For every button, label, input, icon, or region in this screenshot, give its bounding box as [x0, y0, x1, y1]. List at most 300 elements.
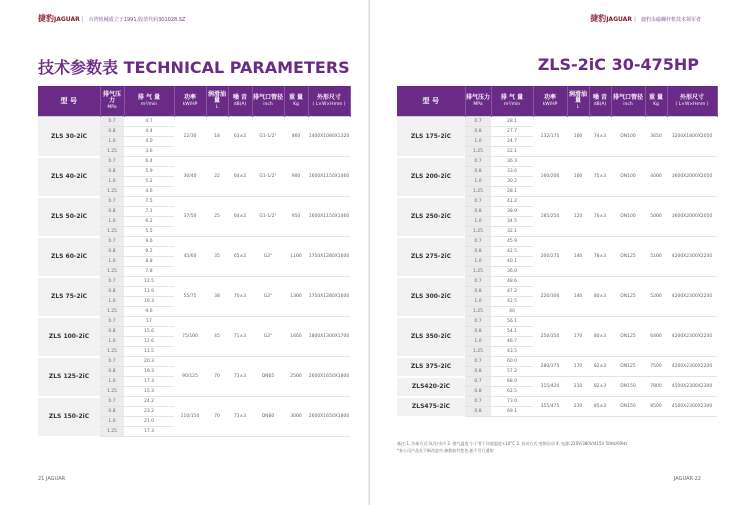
column-header — [611, 86, 645, 117]
dimensions-cell: 1600X1150X1460 — [308, 197, 350, 237]
column-header — [38, 86, 100, 117]
table-row — [38, 117, 350, 127]
dimensions-cell: 4500X2300X2300 — [667, 377, 717, 397]
pressure-cell: 1.25 — [100, 147, 124, 157]
air-delivery-cell: 28.1 — [491, 117, 533, 127]
column-header-unit: inch — [623, 101, 633, 107]
air-delivery-cell: 10.3 — [124, 297, 174, 307]
power-cell: 250/350 — [533, 317, 567, 357]
air-delivery-cell: 27.7 — [491, 127, 533, 137]
table-row — [397, 157, 717, 167]
column-header-unit: kW/HP — [182, 101, 198, 107]
pressure-cell: 0.8 — [465, 207, 491, 217]
column-header — [491, 86, 533, 117]
pressure-cell: 1.0 — [465, 177, 491, 187]
power-cell: 75/100 — [174, 317, 206, 357]
air-delivery-cell: 33.6 — [491, 167, 533, 177]
table-row — [38, 197, 350, 207]
pressure-cell: 0.7 — [465, 197, 491, 207]
pressure-cell: 1.0 — [100, 297, 124, 307]
noise-cell: 70±3 — [228, 277, 252, 317]
brand-separator: | — [81, 16, 84, 23]
pressure-cell: 1.25 — [100, 427, 124, 437]
dimensions-cell: 4500X2300X2300 — [667, 397, 717, 417]
model-cell: ZLS475-2iC — [397, 397, 465, 417]
column-header-unit: dB(A) — [593, 101, 607, 107]
air-delivery-cell: 36.3 — [491, 157, 533, 167]
noise-cell: 71±3 — [228, 317, 252, 357]
column-header-unit: ( L×W×Hmm ) — [312, 101, 346, 107]
air-delivery-cell: 69.1 — [491, 407, 533, 417]
model-cell: ZLS 275-2iC — [397, 237, 465, 277]
weight-cell: 1660 — [284, 317, 308, 357]
table-row — [38, 157, 350, 167]
air-delivery-cell: 21.0 — [124, 417, 174, 427]
pressure-cell: 0.7 — [465, 377, 491, 387]
weight-cell: 1300 — [284, 277, 308, 317]
column-header — [100, 86, 124, 117]
right-page — [370, 0, 739, 505]
column-header-label: 排气压力 — [102, 90, 121, 105]
pressure-cell: 0.8 — [465, 327, 491, 337]
power-cell: 30/40 — [174, 157, 206, 197]
column-header — [567, 86, 589, 117]
brand-logo-text: 捷豹 — [38, 14, 54, 23]
outlet-size-cell: DN100 — [611, 197, 645, 237]
dimensions-cell: 1750X1280X1600 — [308, 277, 350, 317]
column-header — [206, 86, 228, 117]
pressure-cell: 0.7 — [465, 277, 491, 287]
model-cell: ZLS 375-2iC — [397, 357, 465, 377]
table-row — [397, 317, 717, 327]
column-header — [308, 86, 350, 117]
model-cell: ZLS 30-2iC — [38, 117, 100, 157]
air-delivery-cell: 17.3 — [124, 377, 174, 387]
model-cell: ZLS 40-2iC — [38, 157, 100, 197]
model-cell: ZLS 350-2iC — [397, 317, 465, 357]
oil-volume-cell: 230 — [567, 397, 589, 417]
power-cell: 22/30 — [174, 117, 206, 157]
column-header-unit: Kg — [653, 101, 659, 107]
pressure-cell: 0.7 — [465, 397, 491, 407]
model-cell: ZLS 125-2iC — [38, 357, 100, 397]
pressure-cell: 1.0 — [100, 417, 124, 427]
left-page — [0, 0, 369, 505]
pressure-cell: 1.25 — [100, 227, 124, 237]
dimensions-cell: 4200X2300X2200 — [667, 237, 717, 277]
pressure-cell: 0.8 — [465, 167, 491, 177]
column-header-unit: Kg — [293, 101, 299, 107]
noise-cell: 75±3 — [589, 157, 611, 197]
pressure-cell: 0.7 — [100, 277, 124, 287]
page-footer: 21 JAGUAR — [38, 476, 66, 482]
air-delivery-cell: 11.9 — [124, 287, 174, 297]
weight-cell: 860 — [284, 117, 308, 157]
page-title: 技术参数表 TECHNICAL PARAMETERS — [38, 58, 350, 77]
column-header — [284, 86, 308, 117]
table-row — [397, 357, 717, 367]
air-delivery-cell: 4.6 — [124, 187, 174, 197]
pressure-cell: 1.25 — [465, 267, 491, 277]
pressure-cell: 0.8 — [100, 127, 124, 137]
noise-cell: 73±3 — [228, 357, 252, 397]
outlet-size-cell: DN80 — [252, 397, 284, 437]
oil-volume-cell: 140 — [567, 277, 589, 317]
oil-volume-cell: 38 — [206, 277, 228, 317]
pressure-cell: 0.8 — [100, 247, 124, 257]
air-delivery-cell: 40 — [491, 307, 533, 317]
air-delivery-cell: 4.0 — [124, 137, 174, 147]
air-delivery-cell: 48.6 — [491, 277, 533, 287]
model-cell: ZLS420-2iC — [397, 377, 465, 397]
air-delivery-cell: 54.1 — [491, 327, 533, 337]
column-header-label: 排气压力 — [465, 93, 490, 101]
column-header-label: 外形尺寸 — [679, 93, 704, 101]
outlet-size-cell: DN65 — [252, 357, 284, 397]
brand-header — [590, 13, 701, 24]
column-header — [589, 86, 611, 117]
footnote-line: *本公司产品在不断改进中,参数如有变更,恕不另行通知 — [397, 448, 494, 453]
dimensions-cell: 4200X2300X2200 — [667, 317, 717, 357]
air-delivery-cell: 5.5 — [124, 227, 174, 237]
dimensions-cell: 1400X1080X1320 — [308, 117, 350, 157]
noise-cell: 64±2 — [228, 157, 252, 197]
air-delivery-cell: 19.3 — [124, 367, 174, 377]
column-header-unit: L — [215, 105, 219, 111]
air-delivery-cell: 4.4 — [124, 127, 174, 137]
noise-cell: 63±2 — [228, 117, 252, 157]
oil-volume-cell: 70 — [206, 397, 228, 437]
power-cell: 280/375 — [533, 357, 567, 377]
brand-tagline: 捷豹永磁螺杆机技术领军者 — [640, 17, 701, 23]
table-row — [38, 277, 350, 287]
air-delivery-cell: 28.1 — [491, 187, 533, 197]
air-delivery-cell: 6.2 — [124, 217, 174, 227]
pressure-cell: 0.7 — [100, 117, 124, 127]
pressure-cell: 0.7 — [100, 157, 124, 167]
air-delivery-cell: 12.6 — [124, 337, 174, 347]
noise-cell: 85±3 — [589, 397, 611, 417]
air-delivery-cell: 34.5 — [491, 217, 533, 227]
power-cell: 37/50 — [174, 197, 206, 237]
pressure-cell: 1.25 — [465, 147, 491, 157]
pressure-cell: 1.25 — [465, 227, 491, 237]
outlet-size-cell: G1-1/2" — [252, 117, 284, 157]
table-row — [397, 397, 717, 407]
outlet-size-cell: DN100 — [611, 157, 645, 197]
brand-header — [38, 13, 185, 24]
power-cell: 160/200 — [533, 157, 567, 197]
noise-cell: 80±3 — [589, 317, 611, 357]
dimensions-cell: 1750X1280X1600 — [308, 237, 350, 277]
noise-cell: 78±3 — [589, 237, 611, 277]
column-header-label: 排气口管径 — [252, 93, 283, 101]
column-header — [174, 86, 206, 117]
table-header-row — [397, 86, 717, 117]
table-row — [38, 317, 350, 327]
column-header — [645, 86, 667, 117]
air-delivery-cell: 32.1 — [491, 227, 533, 237]
outlet-size-cell: DN100 — [611, 117, 645, 157]
air-delivery-cell: 9.6 — [124, 237, 174, 247]
pressure-cell: 0.8 — [100, 327, 124, 337]
column-header — [228, 86, 252, 117]
column-header-label: 排 气 量 — [500, 93, 524, 101]
air-delivery-cell: 24.2 — [124, 397, 174, 407]
air-delivery-cell: 15.3 — [124, 387, 174, 397]
weight-cell: 5000 — [645, 197, 667, 237]
air-delivery-cell: 47.2 — [491, 287, 533, 297]
noise-cell: 74±3 — [589, 117, 611, 157]
oil-volume-cell: 170 — [567, 317, 589, 357]
weight-cell: 3000 — [284, 397, 308, 437]
air-delivery-cell: 45.9 — [491, 237, 533, 247]
oil-volume-cell: 18 — [206, 117, 228, 157]
air-delivery-cell: 7.8 — [124, 267, 174, 277]
pressure-cell: 0.7 — [100, 197, 124, 207]
pressure-cell: 0.7 — [100, 317, 124, 327]
weight-cell: 2500 — [284, 357, 308, 397]
noise-cell: 80±3 — [589, 277, 611, 317]
pressure-cell: 1.25 — [465, 187, 491, 197]
air-delivery-cell: 24.7 — [491, 137, 533, 147]
table-row — [397, 277, 717, 287]
power-cell: 90/125 — [174, 357, 206, 397]
pressure-cell: 1.0 — [465, 297, 491, 307]
noise-cell: 64±2 — [228, 197, 252, 237]
model-cell: ZLS 100-2iC — [38, 317, 100, 357]
pressure-cell: 1.0 — [465, 257, 491, 267]
noise-cell: 65±2 — [228, 237, 252, 277]
table-row — [38, 397, 350, 407]
air-delivery-cell: 38.9 — [491, 207, 533, 217]
outlet-size-cell: DN125 — [611, 277, 645, 317]
table-row — [397, 197, 717, 207]
column-header-unit: dB(A) — [233, 101, 247, 107]
model-cell: ZLS 175-2iC — [397, 117, 465, 157]
noise-cell: 76±3 — [589, 197, 611, 237]
column-header-label: 型 号 — [60, 96, 77, 105]
brand-separator: | — [633, 16, 636, 23]
column-header — [667, 86, 717, 117]
weight-cell: 5200 — [645, 277, 667, 317]
table-row — [397, 377, 717, 387]
table-row — [38, 357, 350, 367]
oil-volume-cell: 120 — [567, 197, 589, 237]
column-header-label: 外形尺寸 — [316, 93, 341, 101]
column-header-label: 噪 音 — [232, 93, 248, 101]
pressure-cell: 1.25 — [465, 307, 491, 317]
pressure-cell: 0.8 — [465, 247, 491, 257]
air-delivery-cell: 43.5 — [491, 347, 533, 357]
outlet-size-cell: G1-1/2" — [252, 197, 284, 237]
outlet-size-cell: DN125 — [611, 357, 645, 377]
air-delivery-cell: 46.7 — [491, 337, 533, 347]
model-cell: ZLS 50-2iC — [38, 197, 100, 237]
brand-tagline: 台湾机械成立于1991,股票代码301028.SZ — [88, 17, 186, 23]
air-delivery-cell: 56.1 — [491, 317, 533, 327]
oil-volume-cell: 45 — [206, 317, 228, 357]
oil-volume-cell: 100 — [567, 117, 589, 157]
column-header-unit: L — [576, 105, 580, 111]
spec-table — [38, 86, 351, 438]
weight-cell: 1100 — [284, 237, 308, 277]
model-cell: ZLS 60-2iC — [38, 237, 100, 277]
model-cell: ZLS 250-2iC — [397, 197, 465, 237]
pressure-cell: 1.0 — [465, 217, 491, 227]
pressure-cell: 0.8 — [100, 367, 124, 377]
column-header-label: 重 量 — [648, 93, 664, 101]
footnotes — [397, 440, 717, 454]
oil-volume-cell: 25 — [206, 197, 228, 237]
pressure-cell: 0.8 — [465, 387, 491, 397]
power-cell: 355/475 — [533, 397, 567, 417]
column-header-unit: kW/HP — [542, 101, 558, 107]
outlet-size-cell: G2" — [252, 317, 284, 357]
dimensions-cell: 1600X1150X1460 — [308, 157, 350, 197]
model-cell: ZLS 200-2iC — [397, 157, 465, 197]
page-footer: JAGUAR 22 — [673, 476, 701, 482]
dimensions-cell: 3600X2000X2050 — [667, 197, 717, 237]
weight-cell: 7800 — [645, 377, 667, 397]
column-header-unit: inch — [263, 101, 273, 107]
outlet-size-cell: G2" — [252, 277, 284, 317]
outlet-size-cell: G1-1/2" — [252, 157, 284, 197]
column-header-label: 润滑油量 — [568, 90, 587, 105]
power-cell: 55/75 — [174, 277, 206, 317]
pressure-cell: 1.25 — [100, 387, 124, 397]
column-header-unit: MPa — [473, 101, 483, 107]
power-cell: 110/150 — [174, 397, 206, 437]
air-delivery-cell: 36.0 — [491, 267, 533, 277]
oil-volume-cell: 140 — [567, 237, 589, 277]
outlet-size-cell: DN150 — [611, 397, 645, 417]
air-delivery-cell: 30.2 — [491, 177, 533, 187]
pressure-cell: 1.25 — [100, 347, 124, 357]
column-header — [397, 86, 465, 117]
column-header-label: 功率 — [543, 93, 556, 101]
outlet-size-cell: DN125 — [611, 317, 645, 357]
pressure-cell: 0.8 — [465, 367, 491, 377]
weight-cell: 7500 — [645, 357, 667, 377]
pressure-cell: 1.0 — [465, 137, 491, 147]
pressure-cell: 0.7 — [465, 237, 491, 247]
oil-volume-cell: 35 — [206, 237, 228, 277]
dimensions-cell: 4200X2300X2200 — [667, 357, 717, 377]
column-header — [533, 86, 567, 117]
air-delivery-cell: 11.5 — [124, 347, 174, 357]
weight-cell: 3650 — [645, 117, 667, 157]
page-title: ZLS-2iC 30-475HP — [537, 55, 699, 74]
pressure-cell: 0.8 — [100, 287, 124, 297]
dimensions-cell: 3200X1800X2050 — [667, 117, 717, 157]
spec-table — [397, 86, 718, 418]
column-header-unit: ( L×W×Hmm ) — [675, 101, 709, 107]
column-header — [124, 86, 174, 117]
dimensions-cell: 2600X1650X1800 — [308, 357, 350, 397]
oil-volume-cell: 22 — [206, 157, 228, 197]
power-cell: 315/420 — [533, 377, 567, 397]
table-row — [397, 117, 717, 127]
air-delivery-cell: 42.5 — [491, 297, 533, 307]
air-delivery-cell: 5.2 — [124, 177, 174, 187]
noise-cell: 73±3 — [228, 397, 252, 437]
air-delivery-cell: 5.9 — [124, 167, 174, 177]
pressure-cell: 1.0 — [100, 337, 124, 347]
pressure-cell: 0.8 — [100, 207, 124, 217]
air-delivery-cell: 8.8 — [124, 257, 174, 267]
pressure-cell: 1.0 — [100, 177, 124, 187]
pressure-cell: 0.7 — [100, 397, 124, 407]
air-delivery-cell: 60.0 — [491, 357, 533, 367]
air-delivery-cell: 20.3 — [124, 357, 174, 367]
power-cell: 132/175 — [533, 117, 567, 157]
air-delivery-cell: 7.5 — [124, 197, 174, 207]
brand-logo-text: 捷豹 — [590, 14, 607, 23]
air-delivery-cell: 42.5 — [491, 247, 533, 257]
air-delivery-cell: 73.0 — [491, 397, 533, 407]
column-header — [465, 86, 491, 117]
dimensions-cell: 2600X1650X1800 — [308, 397, 350, 437]
column-header-unit: m³/min — [140, 101, 158, 107]
table-header-row — [38, 86, 350, 117]
pressure-cell: 0.8 — [100, 407, 124, 417]
model-cell: ZLS 150-2iC — [38, 397, 100, 437]
power-cell: 185/250 — [533, 197, 567, 237]
air-delivery-cell: 15.6 — [124, 327, 174, 337]
weight-cell: 5100 — [645, 237, 667, 277]
pressure-cell: 0.7 — [465, 117, 491, 127]
dimensions-cell: 1800X1300X1700 — [308, 317, 350, 357]
air-delivery-cell: 3.6 — [124, 147, 174, 157]
pressure-cell: 0.7 — [100, 357, 124, 367]
column-header-label: 排气口管径 — [612, 93, 643, 101]
pressure-cell: 1.0 — [465, 337, 491, 347]
column-header-label: 重 量 — [288, 93, 304, 101]
air-delivery-cell: 17.3 — [124, 427, 174, 437]
model-cell: ZLS 300-2iC — [397, 277, 465, 317]
brand-latin: JAGUAR — [54, 16, 80, 23]
outlet-size-cell: G2" — [252, 237, 284, 277]
brand-latin: JAGUAR — [606, 16, 632, 23]
air-delivery-cell: 17 — [124, 317, 174, 327]
outlet-size-cell: DN150 — [611, 377, 645, 397]
pressure-cell: 0.8 — [465, 407, 491, 417]
oil-volume-cell: 70 — [206, 357, 228, 397]
weight-cell: 950 — [284, 197, 308, 237]
table-row — [397, 237, 717, 247]
oil-volume-cell: 170 — [567, 357, 589, 377]
air-delivery-cell: 23.2 — [124, 407, 174, 417]
column-header-label: 排 气 量 — [137, 93, 161, 101]
pressure-cell: 1.25 — [100, 307, 124, 317]
air-delivery-cell: 40.1 — [491, 257, 533, 267]
pressure-cell: 0.8 — [465, 287, 491, 297]
air-delivery-cell: 68.0 — [491, 377, 533, 387]
power-cell: 200/275 — [533, 237, 567, 277]
pressure-cell: 1.25 — [100, 187, 124, 197]
column-header — [252, 86, 284, 117]
dimensions-cell: 4200X2300X2200 — [667, 277, 717, 317]
weight-cell: 900 — [284, 157, 308, 197]
pressure-cell: 1.25 — [465, 347, 491, 357]
air-delivery-cell: 57.2 — [491, 367, 533, 377]
pressure-cell: 1.0 — [100, 137, 124, 147]
pressure-cell: 0.7 — [100, 237, 124, 247]
dimensions-cell: 3600X2000X2050 — [667, 157, 717, 197]
pressure-cell: 0.7 — [465, 157, 491, 167]
table-row — [38, 237, 350, 247]
